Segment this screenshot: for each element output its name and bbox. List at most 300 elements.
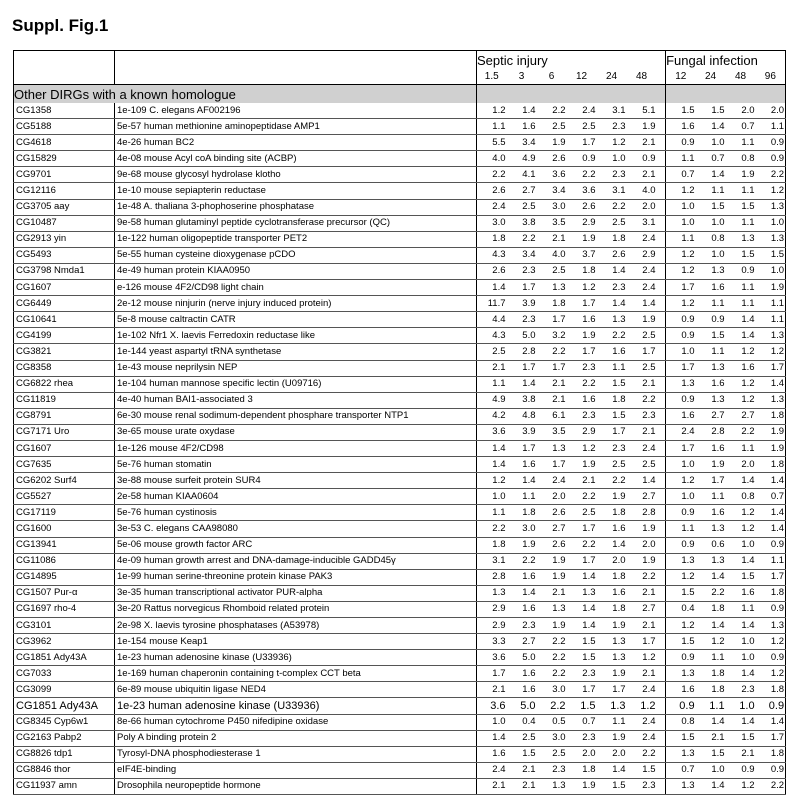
table-row (14, 231, 786, 247)
septic-value-cell: 1.3 (537, 440, 567, 456)
septic-value-cell: 2.3 (597, 167, 627, 183)
fungal-value-cell: 1.0 (696, 135, 726, 151)
description-cell: 5e-8 mouse caltractin CATR (115, 312, 477, 328)
septic-value-cell: 1.4 (477, 280, 507, 296)
septic-hour-header: 1.5 (477, 69, 507, 85)
septic-value-cell: 2.1 (507, 778, 537, 794)
septic-value-cell: 1.7 (537, 457, 567, 473)
gene-cell: CG6202 Surf4 (14, 473, 115, 489)
fungal-value-cell: 1.4 (726, 618, 756, 634)
fungal-value-cell: 1.6 (696, 280, 726, 296)
gene-cell: CG5493 (14, 247, 115, 263)
fungal-value-cell: 1.1 (666, 151, 696, 167)
table-row (14, 553, 786, 569)
septic-value-cell: 4.3 (477, 328, 507, 344)
septic-value-cell: 3.5 (537, 215, 567, 231)
fungal-value-cell: 1.7 (666, 280, 696, 296)
description-cell: 9e-68 mouse glycosyl hydrolase klotho (115, 167, 477, 183)
septic-value-cell: 2.5 (537, 263, 567, 279)
table-row (14, 682, 786, 698)
table-row (14, 762, 786, 778)
septic-value-cell: 4.1 (507, 167, 537, 183)
table-row (14, 698, 786, 714)
septic-value-cell: 1.6 (597, 344, 627, 360)
septic-value-cell: 4.2 (477, 408, 507, 424)
septic-value-cell: 3.1 (627, 215, 657, 231)
fungal-value-cell: 1.3 (696, 392, 726, 408)
septic-value-cell: 3.4 (507, 135, 537, 151)
septic-value-cell: 2.6 (597, 247, 627, 263)
fungal-value-cell: 0.9 (666, 135, 696, 151)
gene-cell: CG7033 (14, 666, 115, 682)
fungal-value-cell: 1.1 (756, 119, 786, 135)
fungal-value-cell: 1.5 (696, 103, 726, 119)
gene-cell: CG7171 Uro (14, 424, 115, 440)
fungal-value-cell: 1.1 (696, 183, 726, 199)
gene-cell: CG3821 (14, 344, 115, 360)
gene-cell: CG4618 (14, 135, 115, 151)
septic-value-cell: 1.7 (597, 424, 627, 440)
septic-value-cell: 2.1 (627, 135, 657, 151)
fungal-value-cell: 0.9 (756, 135, 786, 151)
fungal-value-cell: 0.9 (756, 698, 786, 714)
table-row (14, 666, 786, 682)
fungal-value-cell: 1.5 (666, 730, 696, 746)
septic-value-cell: 2.5 (507, 199, 537, 215)
septic-value-cell: 2.2 (597, 473, 627, 489)
fungal-value-cell: 1.3 (756, 392, 786, 408)
fungal-value-cell: 1.5 (696, 746, 726, 762)
septic-value-cell: 2.2 (627, 392, 657, 408)
description-cell: 1e-154 mouse Keap1 (115, 634, 477, 650)
septic-value-cell: 2.1 (477, 778, 507, 794)
septic-value-cell: 5.0 (507, 328, 537, 344)
septic-value-cell: 3.6 (477, 650, 507, 666)
fungal-value-cell: 1.5 (756, 247, 786, 263)
septic-value-cell: 2.2 (627, 569, 657, 585)
fungal-value-cell: 1.2 (726, 778, 756, 794)
table-row (14, 730, 786, 746)
description-header-cell (115, 51, 477, 70)
fungal-value-cell: 2.7 (696, 408, 726, 424)
septic-value-cell: 2.9 (627, 247, 657, 263)
septic-value-cell: 1.4 (597, 296, 627, 312)
table-row (14, 360, 786, 376)
septic-value-cell: 1.6 (507, 119, 537, 135)
fungal-value-cell: 1.0 (726, 537, 756, 553)
septic-value-cell: 1.4 (567, 618, 597, 634)
fungal-value-cell: 1.3 (666, 666, 696, 682)
septic-value-cell: 2.1 (627, 666, 657, 682)
fungal-value-cell: 1.8 (756, 746, 786, 762)
septic-value-cell: 3.4 (537, 183, 567, 199)
septic-value-cell: 2.1 (477, 360, 507, 376)
fungal-value-cell: 1.7 (696, 473, 726, 489)
septic-value-cell: 1.4 (597, 263, 627, 279)
septic-value-cell: 1.2 (477, 473, 507, 489)
septic-value-cell: 1.2 (567, 440, 597, 456)
septic-value-cell: 1.3 (597, 312, 627, 328)
septic-value-cell: 1.4 (597, 537, 627, 553)
septic-value-cell: 1.9 (507, 537, 537, 553)
description-cell: 1e-102 Nfr1 X. laevis Ferredoxin reductase like (115, 328, 477, 344)
description-cell: 1e-23 human adenosine kinase (U33936) (115, 650, 477, 666)
septic-value-cell: 11.7 (477, 296, 507, 312)
fungal-value-cell: 1.3 (696, 553, 726, 569)
septic-hour-header: 6 (537, 69, 567, 85)
septic-hour-header: 24 (597, 69, 627, 85)
description-cell: Poly A binding protein 2 (115, 730, 477, 746)
fungal-value-cell: 0.7 (666, 762, 696, 778)
septic-value-cell: 1.6 (597, 585, 627, 601)
fungal-value-cell: 1.8 (756, 457, 786, 473)
fungal-value-cell: 1.9 (756, 440, 786, 456)
table-row (14, 328, 786, 344)
description-cell: 1e-104 human mannose specific lectin (U09716) (115, 376, 477, 392)
table-row (14, 103, 786, 119)
septic-value-cell: 1.6 (507, 457, 537, 473)
septic-value-cell: 4.8 (507, 408, 537, 424)
septic-value-cell: 2.2 (567, 376, 597, 392)
fungal-value-cell: 1.0 (666, 199, 696, 215)
fungal-value-cell: 1.0 (666, 344, 696, 360)
septic-value-cell: 1.6 (507, 682, 537, 698)
fungal-value-cell: 1.0 (756, 263, 786, 279)
septic-value-cell: 1.7 (627, 634, 657, 650)
table-row (14, 408, 786, 424)
description-cell: 1e-122 human oligopeptide transporter PET2 (115, 231, 477, 247)
septic-value-cell: 2.1 (627, 167, 657, 183)
septic-value-cell: 2.2 (567, 167, 597, 183)
septic-value-cell: 1.6 (567, 392, 597, 408)
expression-table (13, 50, 786, 795)
septic-value-cell: 1.9 (597, 489, 627, 505)
septic-value-cell: 2.5 (597, 215, 627, 231)
fungal-value-cell: 0.9 (756, 601, 786, 617)
gene-cell: CG1607 (14, 280, 115, 296)
gene-cell: CG5527 (14, 489, 115, 505)
septic-value-cell: 1.4 (507, 585, 537, 601)
description-cell: 1e-126 mouse 4F2/CD98 (115, 440, 477, 456)
section-header-row (14, 85, 786, 104)
septic-value-cell: 2.1 (537, 376, 567, 392)
septic-value-cell: 1.3 (537, 601, 567, 617)
septic-value-cell: 1.7 (627, 344, 657, 360)
septic-value-cell: 3.0 (537, 199, 567, 215)
septic-value-cell: 1.2 (477, 103, 507, 119)
septic-value-cell: 2.4 (627, 440, 657, 456)
description-cell: 2e-12 mouse ninjurin (nerve injury induced protein) (115, 296, 477, 312)
septic-value-cell: 1.6 (597, 521, 627, 537)
fungal-value-cell: 0.9 (756, 650, 786, 666)
fungal-value-cell: 1.3 (666, 778, 696, 794)
table-row (14, 376, 786, 392)
septic-value-cell: 1.4 (507, 376, 537, 392)
septic-value-cell: 2.3 (627, 408, 657, 424)
septic-value-cell: 2.5 (627, 457, 657, 473)
gene-cell: CG3099 (14, 682, 115, 698)
fungal-value-cell: 1.2 (726, 505, 756, 521)
septic-value-cell: 1.7 (567, 135, 597, 151)
septic-value-cell: 1.8 (597, 231, 627, 247)
septic-value-cell: 2.2 (537, 344, 567, 360)
fungal-value-cell: 1.4 (696, 569, 726, 585)
fungal-value-cell: 1.8 (756, 408, 786, 424)
table-row (14, 344, 786, 360)
table-row (14, 135, 786, 151)
septic-value-cell: 1.7 (567, 553, 597, 569)
septic-value-cell: 2.0 (537, 489, 567, 505)
gene-cell: CG3798 Nmda1 (14, 263, 115, 279)
septic-value-cell: 1.7 (507, 440, 537, 456)
septic-value-cell: 2.1 (537, 585, 567, 601)
septic-value-cell: 2.4 (477, 199, 507, 215)
septic-value-cell: 1.5 (597, 376, 627, 392)
septic-value-cell: 3.4 (507, 247, 537, 263)
septic-value-cell: 2.9 (477, 618, 507, 634)
septic-value-cell: 2.3 (507, 312, 537, 328)
table-row (14, 151, 786, 167)
fungal-value-cell: 1.8 (696, 682, 726, 698)
septic-value-cell: 2.7 (627, 489, 657, 505)
description-cell: 3e-88 mouse surfeit protein SUR4 (115, 473, 477, 489)
septic-value-cell: 2.8 (627, 505, 657, 521)
fungal-value-cell: 1.5 (726, 569, 756, 585)
fungal-value-cell: 1.5 (726, 199, 756, 215)
septic-value-cell: 1.1 (477, 119, 507, 135)
septic-value-cell: 2.3 (597, 119, 627, 135)
septic-value-cell: 2.6 (537, 505, 567, 521)
table-row (14, 280, 786, 296)
septic-value-cell: 3.2 (537, 328, 567, 344)
fungal-value-cell: 1.6 (726, 585, 756, 601)
fungal-value-cell: 1.1 (756, 553, 786, 569)
fungal-value-cell: 1.3 (696, 521, 726, 537)
fungal-value-cell: 1.1 (726, 280, 756, 296)
fungal-value-cell: 1.8 (696, 666, 726, 682)
gene-cell: CG8358 (14, 360, 115, 376)
septic-value-cell: 2.2 (597, 199, 627, 215)
septic-value-cell: 2.2 (507, 231, 537, 247)
fungal-value-cell: 0.9 (696, 312, 726, 328)
fungal-value-cell: 2.0 (726, 103, 756, 119)
septic-value-cell: 1.6 (507, 569, 537, 585)
septic-value-cell: 1.4 (507, 103, 537, 119)
table-row (14, 440, 786, 456)
septic-value-cell: 1.2 (597, 135, 627, 151)
fungal-value-cell: 1.5 (696, 328, 726, 344)
septic-value-cell: 1.7 (537, 312, 567, 328)
septic-value-cell: 2.4 (567, 103, 597, 119)
septic-value-cell: 1.7 (537, 360, 567, 376)
fungal-value-cell: 0.8 (726, 489, 756, 505)
septic-value-cell: 2.0 (567, 746, 597, 762)
description-cell: 1e-99 human serine-threonine protein kinase PAK3 (115, 569, 477, 585)
gene-header-cell (14, 51, 115, 70)
fungal-value-cell: 1.3 (696, 263, 726, 279)
fungal-value-cell: 1.4 (726, 473, 756, 489)
description-cell: 3e-65 mouse urate oxydase (115, 424, 477, 440)
septic-value-cell: 2.8 (477, 569, 507, 585)
fungal-value-cell: 1.0 (726, 698, 756, 714)
fungal-value-cell: 1.7 (756, 730, 786, 746)
fungal-value-cell: 1.6 (726, 360, 756, 376)
septic-value-cell: 2.2 (567, 537, 597, 553)
fungal-value-cell: 1.0 (666, 215, 696, 231)
table-row (14, 119, 786, 135)
septic-value-cell: 2.2 (537, 666, 567, 682)
septic-value-cell: 1.2 (567, 280, 597, 296)
fungal-value-cell: 1.4 (696, 714, 726, 730)
fungal-infection-header: Fungal infection (666, 51, 786, 70)
fungal-value-cell: 1.6 (666, 682, 696, 698)
septic-value-cell: 2.3 (627, 778, 657, 794)
septic-value-cell: 2.5 (627, 328, 657, 344)
fungal-value-cell: 0.9 (666, 698, 696, 714)
septic-value-cell: 2.4 (537, 473, 567, 489)
septic-value-cell: 1.7 (567, 521, 597, 537)
fungal-value-cell: 1.6 (696, 440, 726, 456)
figure-title: Suppl. Fig.1 (12, 16, 109, 35)
gene-cell: CG1697 rho-4 (14, 601, 115, 617)
table-row (14, 505, 786, 521)
description-cell: 4e-09 human growth arrest and DNA-damage-inducible GADD45γ (115, 553, 477, 569)
septic-value-cell: 3.1 (477, 553, 507, 569)
fungal-value-cell: 1.8 (696, 601, 726, 617)
septic-value-cell: 2.3 (597, 440, 627, 456)
fungal-value-cell: 1.7 (756, 360, 786, 376)
septic-value-cell: 2.2 (537, 650, 567, 666)
septic-value-cell: 3.6 (477, 698, 507, 714)
description-cell: 4e-40 human BAI1-associated 3 (115, 392, 477, 408)
gene-cell: CG9701 (14, 167, 115, 183)
septic-value-cell: 2.5 (567, 119, 597, 135)
septic-value-cell: 2.9 (567, 424, 597, 440)
fungal-value-cell: 1.1 (726, 135, 756, 151)
table-row (14, 521, 786, 537)
description-cell: 2e-58 human KIAA0604 (115, 489, 477, 505)
gene-cell: CG13941 (14, 537, 115, 553)
fungal-value-cell: 1.3 (756, 618, 786, 634)
gene-cell: CG17119 (14, 505, 115, 521)
fungal-value-cell: 1.5 (666, 634, 696, 650)
septic-value-cell: 3.6 (537, 167, 567, 183)
table-row (14, 167, 786, 183)
septic-value-cell: 1.4 (627, 473, 657, 489)
septic-value-cell: 2.6 (477, 263, 507, 279)
fungal-value-cell: 1.0 (666, 489, 696, 505)
septic-value-cell: 1.9 (597, 730, 627, 746)
fungal-value-cell: 1.2 (726, 392, 756, 408)
fungal-value-cell: 1.0 (696, 215, 726, 231)
septic-value-cell: 5.5 (477, 135, 507, 151)
fungal-value-cell: 1.6 (666, 119, 696, 135)
septic-value-cell: 2.2 (537, 698, 567, 714)
fungal-value-cell: 2.2 (756, 778, 786, 794)
septic-value-cell: 3.8 (507, 215, 537, 231)
septic-value-cell: 3.0 (537, 682, 567, 698)
fungal-value-cell: 1.5 (666, 585, 696, 601)
description-cell: 1e-169 human chaperonin containing t-complex CCT beta (115, 666, 477, 682)
description-cell: 4e-26 human BC2 (115, 135, 477, 151)
septic-value-cell: 2.3 (507, 263, 537, 279)
gene-cell: CG5188 (14, 119, 115, 135)
septic-value-cell: 1.9 (627, 553, 657, 569)
fungal-value-cell: 2.0 (726, 457, 756, 473)
septic-value-cell: 1.3 (537, 280, 567, 296)
septic-value-cell: 1.7 (507, 280, 537, 296)
description-cell: 4e-08 mouse Acyl coA binding site (ACBP) (115, 151, 477, 167)
description-cell: 1e-48 A. thaliana 3-phophoserine phosphatase (115, 199, 477, 215)
septic-value-cell: 3.8 (507, 392, 537, 408)
septic-value-cell: 1.8 (567, 762, 597, 778)
septic-value-cell: 1.9 (567, 231, 597, 247)
septic-value-cell: 2.7 (507, 183, 537, 199)
septic-value-cell: 1.5 (567, 698, 597, 714)
gene-cell: CG11086 (14, 553, 115, 569)
septic-value-cell: 1.8 (597, 392, 627, 408)
septic-value-cell: 1.9 (627, 312, 657, 328)
septic-value-cell: 1.5 (567, 634, 597, 650)
septic-value-cell: 1.8 (567, 263, 597, 279)
fungal-value-cell: 1.9 (726, 167, 756, 183)
fungal-value-cell: 1.1 (726, 440, 756, 456)
gene-cell: CG7635 (14, 457, 115, 473)
septic-value-cell: 2.6 (537, 537, 567, 553)
septic-value-cell: 3.9 (507, 296, 537, 312)
fungal-hour-header: 48 (726, 69, 756, 85)
table-row (14, 312, 786, 328)
description-cell: 8e-66 human cytochrome P450 nifedipine oxidase (115, 714, 477, 730)
fungal-value-cell: 1.0 (726, 650, 756, 666)
septic-value-cell: 1.9 (537, 553, 567, 569)
fungal-value-cell: 1.1 (696, 344, 726, 360)
septic-value-cell: 1.6 (567, 312, 597, 328)
septic-value-cell: 2.3 (597, 280, 627, 296)
fungal-value-cell: 1.3 (756, 328, 786, 344)
fungal-value-cell: 1.1 (756, 312, 786, 328)
fungal-value-cell: 1.1 (696, 698, 726, 714)
fungal-value-cell: 1.4 (726, 312, 756, 328)
septic-value-cell: 2.1 (627, 376, 657, 392)
table-row (14, 746, 786, 762)
fungal-value-cell: 0.9 (666, 392, 696, 408)
septic-value-cell: 1.6 (477, 746, 507, 762)
description-cell: 3e-53 C. elegans CAA98080 (115, 521, 477, 537)
septic-value-cell: 1.4 (597, 762, 627, 778)
gene-cell: CG3101 (14, 618, 115, 634)
fungal-value-cell: 1.5 (726, 247, 756, 263)
description-cell: e-126 mouse 4F2/CD98 light chain (115, 280, 477, 296)
septic-value-cell: 2.7 (627, 601, 657, 617)
fungal-value-cell: 1.9 (696, 457, 726, 473)
table-body (14, 85, 786, 795)
septic-value-cell: 1.1 (477, 376, 507, 392)
fungal-value-cell: 1.2 (666, 618, 696, 634)
septic-value-cell: 2.4 (627, 263, 657, 279)
septic-value-cell: 5.1 (627, 103, 657, 119)
gene-cell: CG8791 (14, 408, 115, 424)
septic-value-cell: 1.2 (627, 698, 657, 714)
description-cell: 5e-57 human methionine aminopeptidase AMP1 (115, 119, 477, 135)
fungal-value-cell: 1.2 (756, 344, 786, 360)
fungal-value-cell: 1.2 (726, 344, 756, 360)
fungal-value-cell: 2.2 (726, 424, 756, 440)
septic-value-cell: 1.7 (477, 666, 507, 682)
fungal-value-cell: 1.4 (696, 618, 726, 634)
fungal-value-cell: 2.2 (696, 585, 726, 601)
gene-cell: CG6822 rhea (14, 376, 115, 392)
